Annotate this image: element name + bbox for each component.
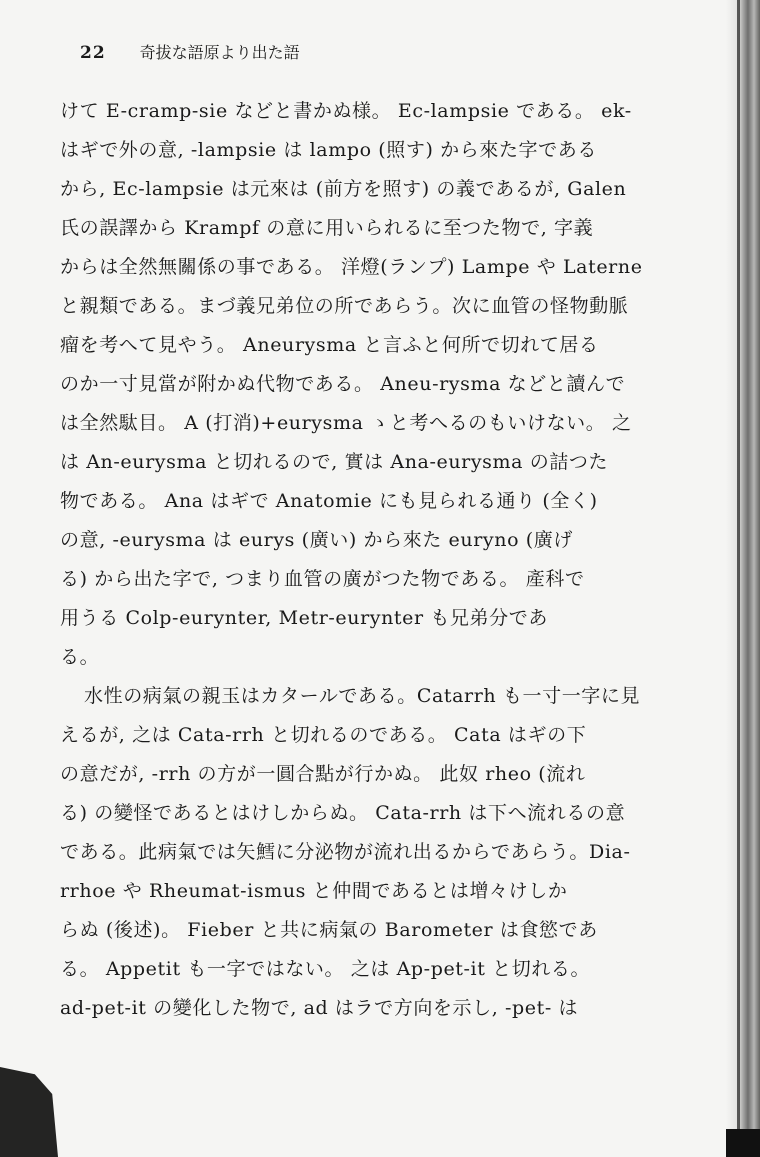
text-line: らぬ (後述)。 Fieber と共に病氣の Barometer は食慾であ [60, 919, 598, 941]
text-line: rrhoe や Rheumat-ismus と仲間であるとは增々けしか [60, 880, 568, 902]
text-line: と親類である。まづ義兄弟位の所であらう。次に血管の怪物動脈 [60, 295, 629, 317]
text-line: えるが, 之は Cata-rrh と切れるのである。 Cata はギの下 [60, 724, 587, 746]
text-line: 水性の病氣の親玉はカタールである。Catarrh も一寸一字に見 [84, 685, 641, 707]
running-title: 奇拔な語原より出た語 [139, 43, 300, 62]
text-line: 氏の誤譯から Krampf の意に用いられるに至つた物で, 字義 [60, 217, 594, 239]
text-line: の意だが, -rrh の方が一圓合點が行かぬ。 此奴 rheo (流れ [60, 763, 586, 785]
text-line: はギで外の意, -lampsie は lampo (照す) から來た字である [60, 139, 597, 161]
text-line: は An-eurysma と切れるので, 實は Ana-eurysma の詰つた [60, 451, 609, 473]
scan-smudge [0, 1067, 58, 1157]
text-line: である。此病氣では矢鱈に分泌物が流れ出るからであらう。Dia- [60, 841, 631, 863]
text-line: からは全然無關係の事である。 洋燈(ランプ) Lampe や Laterne [60, 256, 643, 278]
text-line: る) から出た字で, つまり血管の廣がつた物である。 產科で [60, 568, 585, 590]
text-line: は全然駄目。 A (打消)+eurysma ゝと考へるのもいけない。 之 [60, 412, 632, 434]
scan-smudge [726, 1129, 760, 1157]
binding-edge-shadow [726, 0, 760, 1157]
text-line: から, Ec-lampsie は元來は (前方を照す) の義であるが, Galen [60, 178, 627, 200]
text-line: ad-pet-it の變化した物で, ad はラで方向を示し, -pet- は [60, 997, 579, 1019]
text-line: 瘤を考へて見やう。 Aneurysma と言ふと何所で切れて居る [60, 334, 599, 356]
text-line: のか一寸見當が附かぬ代物である。 Aneu-rysma などと讀んで [60, 373, 626, 395]
text-line: 物である。 Ana はギで Anatomie にも見られる通り (全く) [60, 490, 598, 512]
text-line: る。 Appetit も一字ではない。 之は Ap-pet-it と切れる。 [60, 958, 591, 980]
text-line: の意, -eurysma は eurys (廣い) から來た euryno (廣げ [60, 529, 573, 551]
page-header [80, 40, 300, 63]
text-line: る) の變怪であるとはけしからぬ。 Cata-rrh は下へ流れるの意 [60, 802, 626, 824]
page-number: 22 [80, 43, 106, 63]
text-line: 用うる Colp-eurynter, Metr-eurynter も兄弟分であ [60, 607, 548, 629]
text-line: けて E-cramp-sie などと書かぬ様。 Ec-lampsie である。 ek- [60, 100, 632, 122]
page-body [60, 92, 700, 1028]
text-line: る。 [60, 646, 100, 668]
binding-edge-line [737, 0, 740, 1157]
